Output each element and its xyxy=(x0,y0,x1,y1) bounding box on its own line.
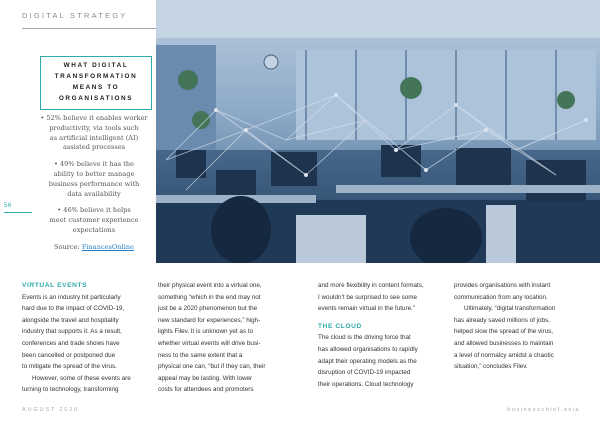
issue-date: AUGUST 2020 xyxy=(22,407,80,413)
sidebar-title-box xyxy=(40,56,152,110)
stat-item: • 46% believe it helps meet customer experience expectations xyxy=(49,206,139,234)
sidebar-title: WHAT DIGITAL TRANSFORMATION MEANS TO ORGANISATIONS xyxy=(54,62,138,102)
sidebar-stats xyxy=(31,114,157,253)
article-column-1: VIRTUAL EVENTS Events is an industry hit particularly hard due to the impact of COVID-19, alongside the travel and hospitality industry that supports it. As a result, conferences and trade shows have been cancelled or postponed due to mitigate the spread of the virus. However, some of these events are turning to technology, transforming xyxy=(22,280,144,396)
stat-item: • 49% believe it has the ability to better manage business performance with data availability xyxy=(48,160,140,198)
site-url[interactable]: businesschief.asia xyxy=(507,407,580,413)
subheading-virtual-events: VIRTUAL EVENTS xyxy=(22,282,88,289)
article-column-3: and more flexibility in content formats, I wouldn’t be surprised to see some events remain virtual in the future.” THE CLOUD The cloud is the driving force that has allowed organisations to rapidly adapt their operating models as the disruption of COVID-19 impacted their operations. Cloud technology xyxy=(318,280,440,390)
page-number: 56 xyxy=(4,203,12,209)
source-line: Source: FinancesOnline xyxy=(54,242,134,251)
office-photo xyxy=(156,0,600,263)
page-number-divider xyxy=(4,212,32,213)
article-column-2: their physical event into a virtual one, something “which in the end may not just be a 2020 phenomenon but the new standard for experiences,” high- lights Filev. It is unknown yet as to whether virtual events will drive busi- ness to the same extent that a physical one can, “but if they can, their appeal may be lasting. With lower costs for attendees and promoters xyxy=(158,282,266,394)
subheading-the-cloud: THE CLOUD xyxy=(318,322,362,330)
stat-item: • 52% believe it enables worker productivity, via tools such as artificial intelligent (AI) assisted processes xyxy=(40,114,148,152)
source-link[interactable]: FinancesOnline xyxy=(81,242,134,251)
section-title: DIGITAL STRATEGY xyxy=(22,11,128,20)
article-column-4: provides organisations with instant communication from any location. Ultimately, “digital transformation has already saved millions of jobs, helped slow the spread of the virus, and allowed businesses to maintain a level of normalcy amidst a chaotic situation,” concludes Filev. xyxy=(454,282,556,371)
header-divider xyxy=(22,28,156,29)
